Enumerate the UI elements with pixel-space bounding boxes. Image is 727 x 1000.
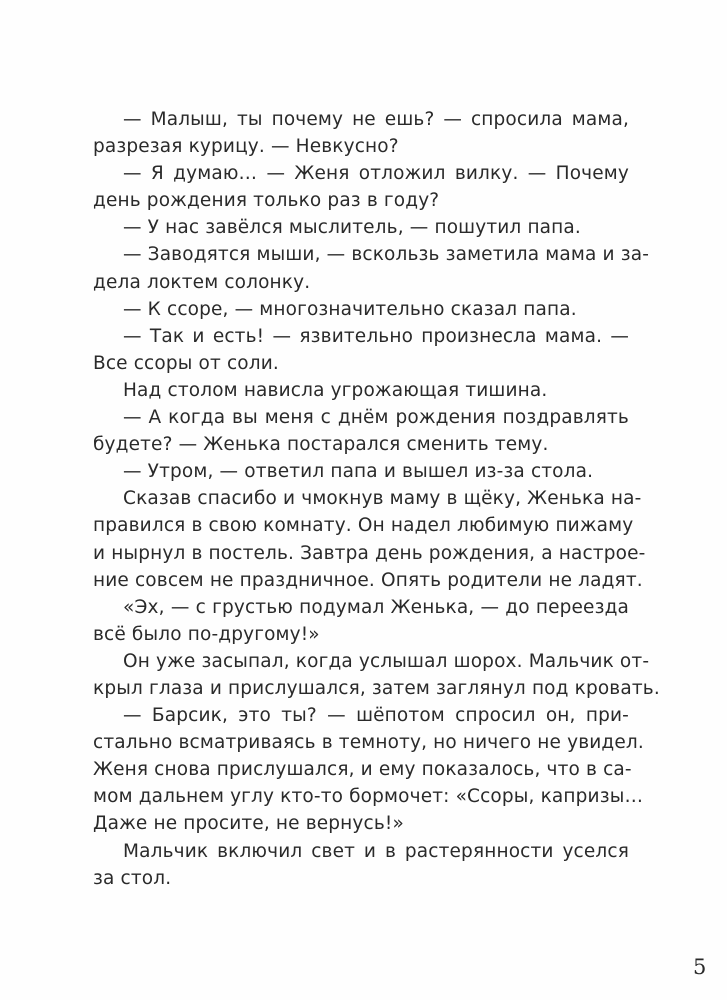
text-line: — Заводятся мыши, — вскользь заметила мама и за- (123, 244, 650, 266)
text-line: — А когда вы меня с днём рождения поздравлять (123, 407, 629, 429)
text-line: разрезая курицу. — Невкусно? (93, 136, 399, 158)
story-text (93, 106, 660, 892)
text-line: Женя снова прислушался, и ему показалось, что в са- (93, 759, 632, 781)
text-line: — У нас завёлся мыслитель, — пошутил папа. (123, 217, 581, 239)
text-line: — Так и есть! — язвительно произнесла мама. — (123, 325, 629, 347)
text-line: Над столом нависла угрожающая тишина. (123, 379, 548, 401)
text-line: день рождения только раз в году? (93, 190, 440, 212)
text-line: Даже не просите, не вернусь!» (93, 813, 404, 835)
text-line: — Малыш, ты почему не ешь? — спросила мама, (123, 109, 629, 130)
text-line: за стол. (93, 867, 172, 889)
text-line: Он уже засыпал, когда услышал шорох. Мальчик от- (123, 650, 650, 672)
text-line: — Утром, — ответил папа и вышел из-за стола. (123, 461, 594, 483)
text-line: правился в свою комнату. Он надел любимую пижаму (93, 515, 634, 537)
text-line: ние совсем не праздничное. Опять родители не ладят. (93, 569, 643, 591)
text-line: и нырнул в постель. Завтра день рождения, а настрое- (93, 542, 646, 564)
text-line: Мальчик включил свет и в растерянности уселся (123, 840, 629, 862)
text-line: — Я думаю… — Женя отложил вилку. — Почему (123, 163, 629, 185)
page-number: 5 (693, 955, 707, 979)
text-line: всё было по-другому!» (93, 623, 320, 645)
text-line: — К ссоре, — многозначительно сказал папа. (123, 298, 577, 320)
text-line: Сказав спасибо и чмокнув маму в щёку, Женька на- (123, 488, 642, 510)
text-line: дела локтем солонку. (93, 271, 311, 293)
text-line: будете? — Женька постарался сменить тему. (93, 434, 549, 456)
text-line: Все ссоры от соли. (93, 352, 279, 374)
text-line: стально всматриваясь в темноту, но ничего не увидел. (93, 732, 644, 754)
text-line: крыл глаза и прислушался, затем заглянул под кровать. (93, 677, 660, 699)
text-line: «Эх, — с грустью подумал Женька, — до переезда (123, 596, 629, 618)
text-line: — Барсик, это ты? — шёпотом спросил он, при- (123, 705, 629, 727)
text-line: мом дальнем углу кто-то бормочет: «Ссоры, капризы… (93, 786, 644, 808)
